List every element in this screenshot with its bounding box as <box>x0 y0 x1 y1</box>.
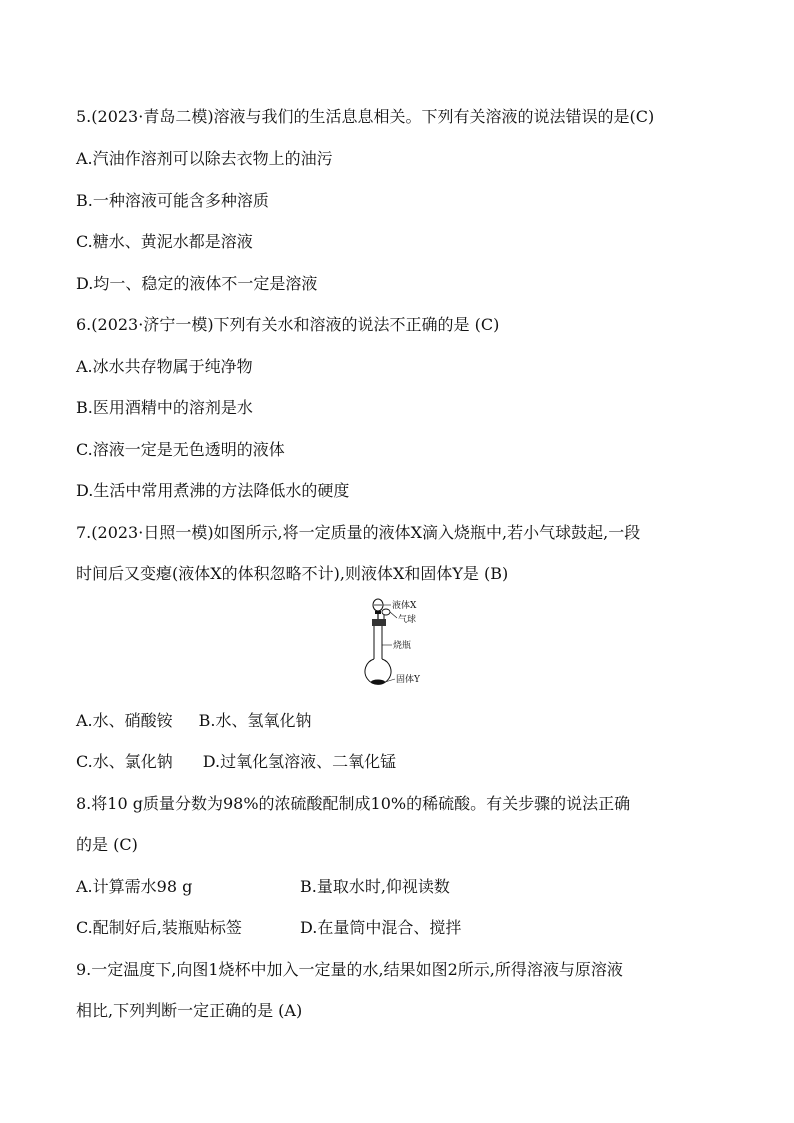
q8-option-a: A.计算需水98 g <box>76 877 193 896</box>
q6-option-c: C.溶液一定是无色透明的液体 <box>76 440 285 459</box>
q8-option-b: B.量取水时,仰视读数 <box>300 877 450 896</box>
q7-option-b: B.水、氢氧化钠 <box>198 711 312 730</box>
q7-apparatus-figure <box>355 596 445 688</box>
q8-option-c: C.配制好后,装瓶贴标签 <box>76 918 242 937</box>
q7-option-c: C.水、氯化钠 <box>76 752 173 771</box>
flask-apparatus-diagram <box>355 596 445 688</box>
q5-option-b: B.一种溶液可能含多种溶质 <box>76 191 269 210</box>
q7-stem-line2: 时间后又变瘪(液体X的体积忽略不计),则液体X和固体Y是 (B) <box>76 564 509 583</box>
balloon <box>382 609 390 615</box>
q6-option-b: B.医用酒精中的溶剂是水 <box>76 398 253 417</box>
q7-option-a: A.水、硝酸铵 <box>76 711 173 730</box>
q9-stem-line2: 相比,下列判断一定正确的是 (A) <box>76 1001 303 1020</box>
label-balloon: 气球 <box>398 615 417 625</box>
q6-option-d: D.生活中常用煮沸的方法降低水的硬度 <box>76 481 350 500</box>
stopcock <box>375 611 381 614</box>
q9-stem-line1: 9.一定温度下,向图1烧杯中加入一定量的水,结果如图2所示,所得溶液与原溶液 <box>76 960 623 979</box>
label-liquid-x: 液体X <box>392 601 417 611</box>
q8-options-row1 <box>76 877 450 897</box>
q7-options-row2 <box>76 752 396 772</box>
solid-y <box>371 680 385 685</box>
q5-stem: 5.(2023·青岛二模)溶液与我们的生活息息相关。下列有关溶液的说法错误的是(C) <box>76 107 655 126</box>
q7-stem-line1: 7.(2023·日照一模)如图所示,将一定质量的液体X滴入烧瓶中,若小气球鼓起,一段 <box>76 523 641 542</box>
q6-option-a: A.冰水共存物属于纯净物 <box>76 357 253 376</box>
q7-options-row1 <box>76 711 312 731</box>
q5-option-a: A.汽油作溶剂可以除去衣物上的油污 <box>76 149 333 168</box>
q5-option-c: C.糖水、黄泥水都是溶液 <box>76 232 253 251</box>
label-solid-y: 固体Y <box>396 675 420 685</box>
q5-option-d: D.均一、稳定的液体不一定是溶液 <box>76 274 318 293</box>
q7-option-d: D.过氧化氢溶液、二氧化锰 <box>202 752 397 771</box>
q6-stem: 6.(2023·济宁一模)下列有关水和溶液的说法不正确的是 (C) <box>76 315 500 334</box>
q8-stem-line2: 的是 (C) <box>76 835 138 854</box>
q8-option-d: D.在量筒中混合、搅拌 <box>300 918 462 937</box>
stopper <box>372 619 386 626</box>
q8-options-row2 <box>76 918 461 938</box>
label-flask: 烧瓶 <box>393 641 412 651</box>
q8-stem-line1: 8.将10 g质量分数为98%的浓硫酸配制成10%的稀硫酸。有关步骤的说法正确 <box>76 794 631 813</box>
